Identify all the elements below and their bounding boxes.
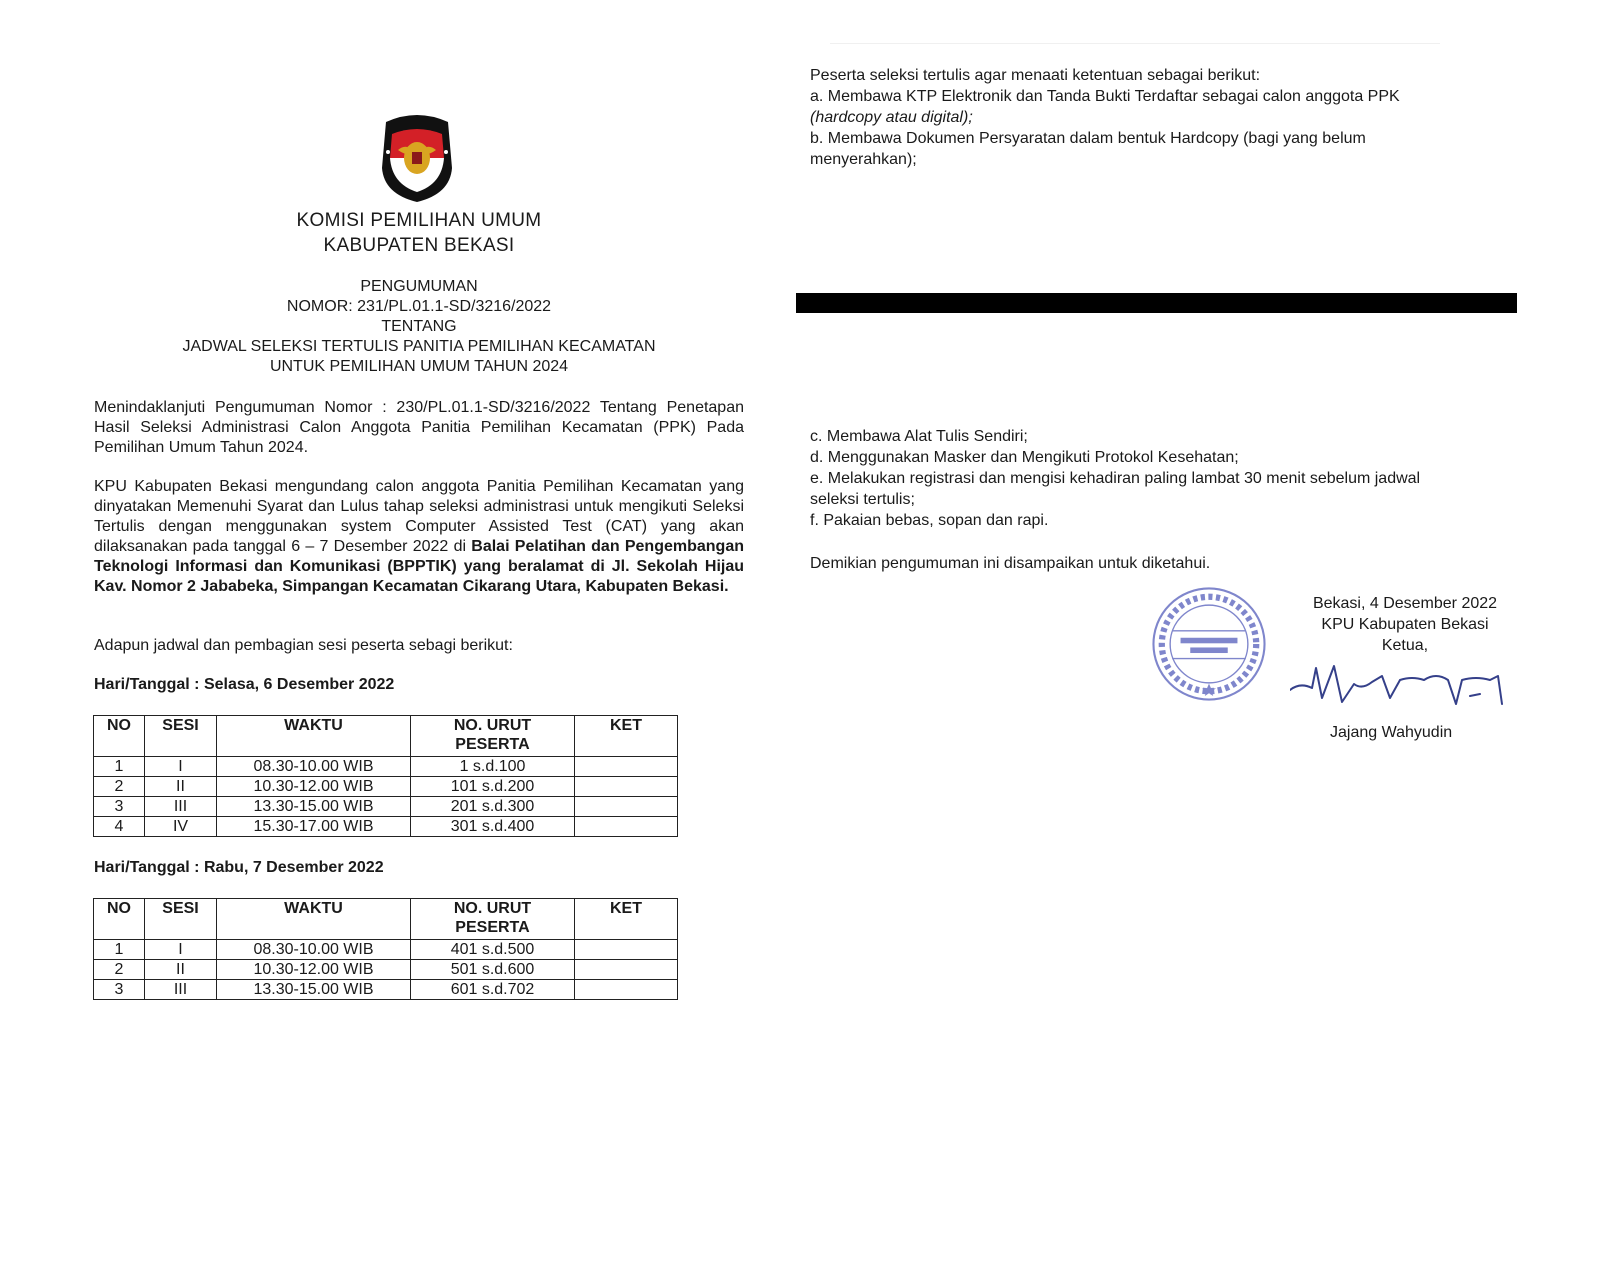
column-header: SESI	[145, 716, 217, 757]
doc-type: PENGUMUMAN	[360, 278, 478, 295]
cell-sesi: III	[145, 980, 217, 1000]
signature-office: KPU Kabupaten Bekasi	[1321, 616, 1489, 633]
rule-b: b. Membawa Dokumen Persyaratan dalam bentuk Hardcopy (bagi yang belum menyerahkan);	[810, 130, 1366, 168]
table-row	[94, 980, 678, 1000]
doc-number: NOMOR: 231/PL.01.1-SD/3216/2022	[286, 298, 552, 315]
rule-e: e. Melakukan registrasi dan mengisi kehadiran paling lambat 30 menit sebelum jadwal seleksi tertulis;	[810, 470, 1421, 508]
rules-section-bottom	[810, 426, 1530, 531]
cell-waktu: 10.30-12.00 WIB	[217, 777, 411, 797]
handwritten-signature	[1290, 660, 1510, 720]
paragraph-reference: Menindaklanjuti Pengumuman Nomor : 230/PL.01.1-SD/3216/2022 Tentang Penetapan Hasil Seleksi Administrasi Calon Anggota Panitia Pemilihan Kecamatan (PPK) Pada Pemilihan Umum Tahun 2024.	[94, 399, 744, 456]
column-header: KET	[575, 716, 678, 757]
cell-urut: 1 s.d.100	[411, 757, 575, 777]
column-header: NO	[94, 716, 145, 757]
cell-no: 3	[94, 980, 145, 1000]
cell-urut: 101 s.d.200	[411, 777, 575, 797]
cell-waktu: 13.30-15.00 WIB	[217, 980, 411, 1000]
column-header: SESI	[145, 899, 217, 940]
column-header: WAKTU	[217, 899, 411, 940]
cell-no: 2	[94, 777, 145, 797]
cell-no: 3	[94, 797, 145, 817]
day-label: Hari/Tanggal : Rabu, 7 Desember 2022	[94, 859, 384, 876]
org-region: KABUPATEN BEKASI	[323, 235, 515, 256]
announcement-title	[94, 277, 744, 377]
rule-c: c. Membawa Alat Tulis Sendiri;	[810, 428, 1028, 445]
cell-waktu: 08.30-10.00 WIB	[217, 757, 411, 777]
table-row	[94, 797, 678, 817]
cell-no: 1	[94, 757, 145, 777]
column-header: NO. URUT PESERTA	[411, 716, 575, 757]
page-top-divider	[830, 43, 1440, 44]
cell-no: 4	[94, 817, 145, 837]
cell-ket	[575, 757, 678, 777]
cell-ket	[575, 817, 678, 837]
schedule-table-day2	[93, 898, 678, 1000]
doc-subject-line2: UNTUK PEMILIHAN UMUM TAHUN 2024	[269, 358, 569, 375]
org-name: KOMISI PEMILIHAN UMUM	[296, 210, 542, 231]
cell-sesi: I	[145, 940, 217, 960]
signature-block	[1275, 593, 1535, 656]
cell-no: 1	[94, 940, 145, 960]
signature-place-date: Bekasi, 4 Desember 2022	[1312, 595, 1498, 612]
table-row	[94, 817, 678, 837]
cell-waktu: 10.30-12.00 WIB	[217, 960, 411, 980]
table-row	[94, 757, 678, 777]
schedule-table-day1	[93, 715, 678, 837]
closing-statement: Demikian pengumuman ini disampaikan untuk diketahui.	[810, 555, 1211, 572]
cell-no: 2	[94, 960, 145, 980]
rule-f: f. Pakaian bebas, sopan dan rapi.	[810, 512, 1049, 529]
paragraph-schedule-intro: Adapun jadwal dan pembagian sesi peserta sebagi berikut:	[94, 637, 513, 654]
organization-header	[94, 208, 744, 258]
cell-ket	[575, 940, 678, 960]
cell-urut: 601 s.d.702	[411, 980, 575, 1000]
venue-address: Balai Pelatihan dan Pengembangan Teknologi Informasi dan Komunikasi (BPPTIK) yang beralamat di Jl. Sekolah Hijau Kav. Nomor 2 Jababeka, Simpangan Kecamatan Cikarang Utara, Kabupaten Bekasi.	[94, 538, 744, 595]
rule-a-note: (hardcopy atau digital);	[810, 109, 973, 126]
table-row	[94, 777, 678, 797]
doc-about: TENTANG	[381, 318, 457, 335]
table-header-row	[94, 899, 678, 940]
day-label: Hari/Tanggal : Selasa, 6 Desember 2022	[94, 676, 395, 693]
cell-ket	[575, 980, 678, 1000]
cell-sesi: I	[145, 757, 217, 777]
cell-sesi: II	[145, 960, 217, 980]
cell-urut: 201 s.d.300	[411, 797, 575, 817]
table-row	[94, 960, 678, 980]
paragraph-invitation	[94, 477, 744, 597]
invitation-text: KPU Kabupaten Bekasi mengundang calon anggota Panitia Pemilihan Kecamatan yang dinyatakan Memenuhi Syarat dan Lulus tahap seleksi administrasi untuk mengikuti Seleksi Tertulis dengan menggunakan system Computer Assisted Test (CAT) yang akan dilaksanakan pada tanggal 6 – 7 Desember 2022 di	[94, 478, 744, 555]
table-header-row	[94, 716, 678, 757]
column-header: NO. URUT PESERTA	[411, 899, 575, 940]
doc-subject-line1: JADWAL SELEKSI TERTULIS PANITIA PEMILIHAN KECAMATAN	[182, 338, 656, 355]
rules-intro: Peserta seleksi tertulis agar menaati ketentuan sebagai berikut:	[810, 67, 1261, 84]
cell-waktu: 13.30-15.00 WIB	[217, 797, 411, 817]
cell-sesi: II	[145, 777, 217, 797]
cell-ket	[575, 960, 678, 980]
table-row	[94, 940, 678, 960]
cell-ket	[575, 777, 678, 797]
cell-urut: 501 s.d.600	[411, 960, 575, 980]
signature-role: Ketua,	[1381, 637, 1429, 654]
column-header: KET	[575, 899, 678, 940]
cell-urut: 401 s.d.500	[411, 940, 575, 960]
rules-section-top	[810, 65, 1530, 170]
column-header: NO	[94, 899, 145, 940]
redaction-bar	[796, 293, 1517, 313]
cell-sesi: III	[145, 797, 217, 817]
cell-ket	[575, 797, 678, 817]
cell-sesi: IV	[145, 817, 217, 837]
signatory-name: Jajang Wahyudin	[1330, 724, 1453, 741]
cell-urut: 301 s.d.400	[411, 817, 575, 837]
cell-waktu: 15.30-17.00 WIB	[217, 817, 411, 837]
cell-waktu: 08.30-10.00 WIB	[217, 940, 411, 960]
rule-a: a. Membawa KTP Elektronik dan Tanda Bukti Terdaftar sebagai calon anggota PPK	[810, 88, 1400, 105]
kpu-logo	[378, 112, 456, 204]
column-header: WAKTU	[217, 716, 411, 757]
official-stamp	[1150, 585, 1268, 703]
rule-d: d. Menggunakan Masker dan Mengikuti Protokol Kesehatan;	[810, 449, 1239, 466]
